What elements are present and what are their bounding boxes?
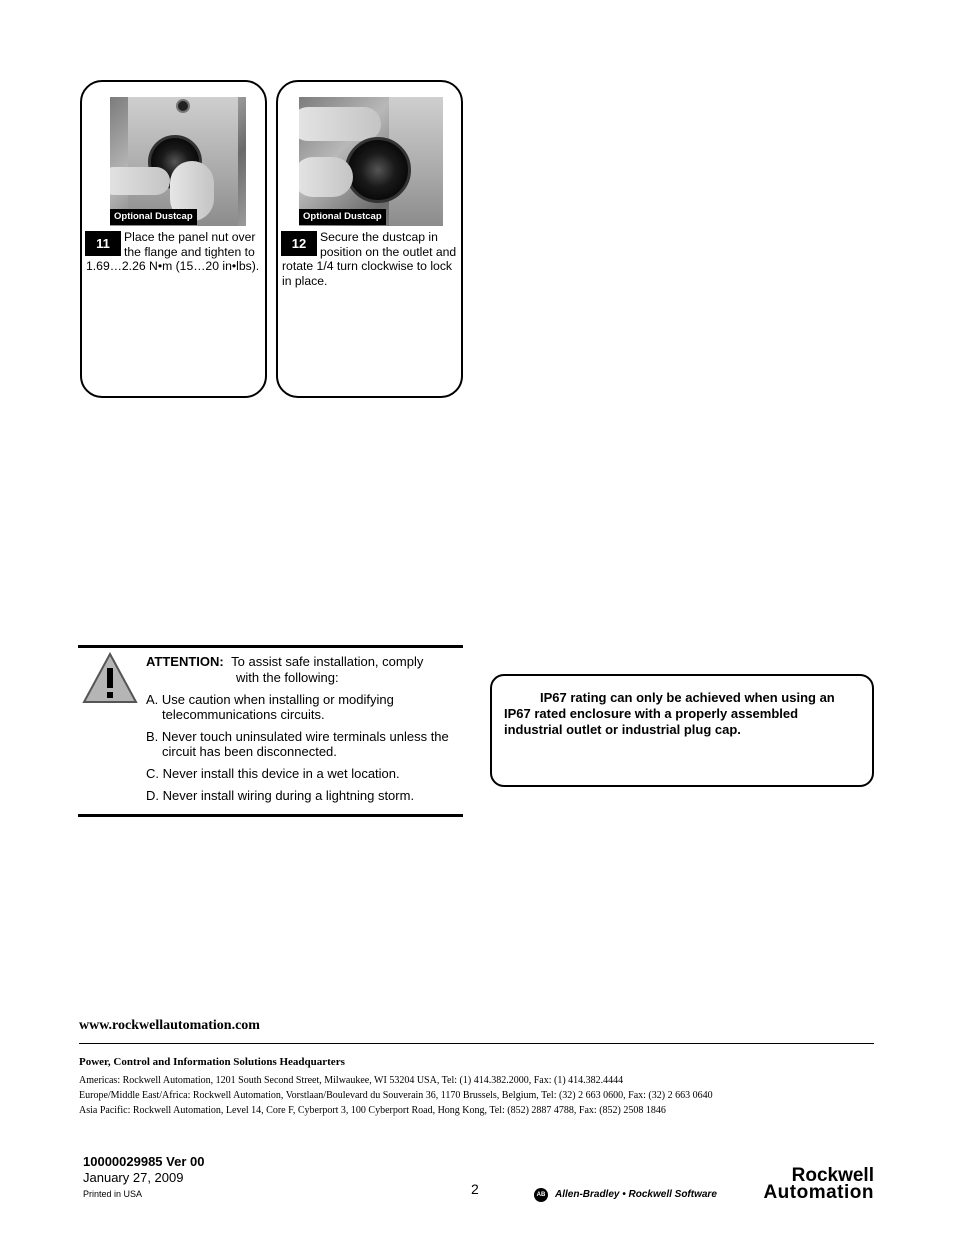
attention-item: A. Use caution when installing or modifying telecommunications circuits. xyxy=(146,692,394,722)
warning-icon xyxy=(82,652,138,704)
attention-label: ATTENTION: xyxy=(146,654,224,669)
address-americas: Americas: Rockwell Automation, 1201 South Second Street, Milwaukee, WI 53204 USA, Tel: (1) 414.382.2000, Fax: (1) 414.382.4444 xyxy=(79,1075,624,1086)
footer-divider xyxy=(79,1043,874,1044)
attention-item: D. Never install wiring during a lightning storm. xyxy=(146,788,415,803)
step-card-11 xyxy=(80,80,267,398)
step-instruction: Secure the dustcap in position on the outlet and rotate 1/4 turn clockwise to lock in place. xyxy=(282,230,457,288)
step-12-photo xyxy=(299,97,443,226)
rockwell-automation-logo xyxy=(742,1167,874,1201)
attention-block xyxy=(78,645,463,817)
step-number: 12 xyxy=(281,231,317,256)
step-number: 11 xyxy=(85,231,121,256)
page-number: 2 xyxy=(471,1181,479,1197)
publication-date: January 27, 2009 xyxy=(83,1170,184,1185)
address-emea: Europe/Middle East/Africa: Rockwell Automation, Vorstlaan/Boulevard du Souverain 36, 1170 Brussels, Belgium, Tel: (32) 2 663 0600, Fax: (32) 2 663 0640 xyxy=(79,1090,713,1101)
attention-heading xyxy=(146,654,456,670)
publication-number: 10000029985 Ver 00 xyxy=(83,1154,205,1169)
logo-line-2: Automation xyxy=(763,1182,874,1203)
brand-names: Allen-Bradley • Rockwell Software xyxy=(555,1189,717,1200)
attention-intro: To assist safe installation, comply xyxy=(231,654,424,669)
printed-in: Printed in USA xyxy=(83,1189,143,1199)
step-instruction: Place the panel nut over the flange and tighten to 1.69…2.26 N•m (15…20 in•lbs). xyxy=(86,230,260,273)
attention-item: C. Never install this device in a wet location. xyxy=(146,766,400,781)
step-11-photo xyxy=(110,97,246,226)
ip67-note-box xyxy=(490,674,874,787)
optional-dustcap-tag: Optional Dustcap xyxy=(299,209,386,225)
allen-bradley-logo-icon: AB xyxy=(534,1188,548,1202)
website-link[interactable]: www.rockwellautomation.com xyxy=(79,1018,260,1033)
hq-title: Power, Control and Information Solutions Headquarters xyxy=(79,1056,345,1068)
logo-line-1: Rockwell xyxy=(791,1165,874,1186)
attention-item: B. Never touch uninsulated wire terminals unless the circuit has been disconnected. xyxy=(146,729,449,759)
ip67-note-text: IP67 rating can only be achieved when using an IP67 rated enclosure with a properly assembled industrial outlet or industrial plug cap. xyxy=(504,690,835,737)
address-asia-pacific: Asia Pacific: Rockwell Automation, Level 14, Core F, Cyberport 3, 100 Cyberport Road, Hong Kong, Tel: (852) 2887 4788, Fax: (852) 2508 1846 xyxy=(79,1105,666,1116)
attention-intro-continued: with the following: xyxy=(236,670,339,685)
optional-dustcap-tag: Optional Dustcap xyxy=(110,209,197,225)
step-card-12 xyxy=(276,80,463,398)
